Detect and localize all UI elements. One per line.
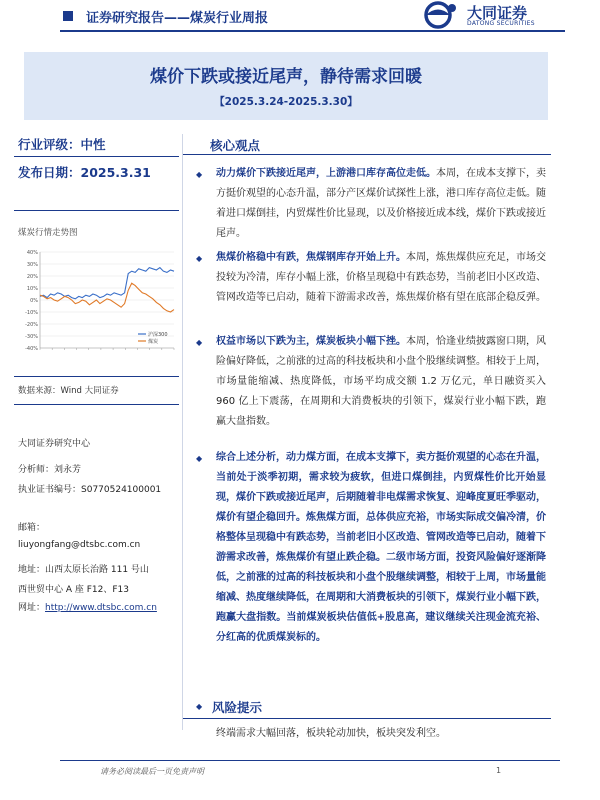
column-divider <box>182 134 183 730</box>
legend-label: 沪深300 <box>148 332 168 338</box>
risk-title: 风险提示 <box>212 700 263 715</box>
y-tick-label: -10% <box>25 310 38 316</box>
y-tick-label: -40% <box>25 346 38 352</box>
title-band <box>24 52 548 120</box>
website-link[interactable]: http://www.dtsbc.com.cn <box>45 603 157 613</box>
analyst-cert: 执业证书编号：S0770524100001 <box>18 485 162 495</box>
email-label: 邮箱： <box>18 523 46 533</box>
page-number: 1 <box>496 766 502 775</box>
report-category: 证券研究报告——煤炭行业周报 <box>86 11 269 26</box>
chart-bottom-divider <box>14 376 179 377</box>
core-point-3 <box>216 332 546 432</box>
source-divider <box>14 404 179 405</box>
risk-divider <box>183 718 551 719</box>
header-divider <box>60 30 565 32</box>
bullet-diamond-icon: ◆ <box>196 338 203 347</box>
research-center: 大同证券研究中心 <box>18 439 91 449</box>
core-point-3-heading: 权益市场以下跌为主，煤炭板块小幅下挫。 <box>216 336 406 347</box>
y-tick-label: 10% <box>26 286 38 292</box>
publish-date: 发布日期：2025.3.31 <box>18 165 151 180</box>
chart-top-divider <box>14 210 179 211</box>
series-line-1 <box>40 268 174 299</box>
website-label: 网址： <box>18 603 46 613</box>
y-tick-label: -20% <box>25 322 38 328</box>
legend-label: 煤炭 <box>148 339 159 345</box>
company-logo <box>422 0 552 30</box>
risk-text: 终端需求大幅回落，板块轮动加快，板块突发利空。 <box>216 728 446 739</box>
core-point-1 <box>216 164 546 244</box>
footer-divider <box>60 760 560 761</box>
y-tick-label: 40% <box>26 250 38 256</box>
bullet-diamond-icon: ◆ <box>196 702 203 711</box>
core-point-1-heading: 动力煤价下跌接近尾声，上游港口库存高位走低。 <box>216 168 436 179</box>
logo-mark-icon <box>422 0 462 30</box>
core-point-1-body: 本周，在成本支撑下，卖方挺价观望的心态升温，部分产区煤价试探性上涨，港口库存高位走低。随着进口煤倒挂，内贸煤性价比显现，以及价格接近成本线，煤价下跌或接近尾声。 <box>216 168 546 239</box>
website-row <box>18 600 157 613</box>
core-point-2-body: 本周，炼焦煤供应充足，市场交投较为冷清，库存小幅上涨，价格呈现稳中有跌态势，当前老旧小区改造、管网改造等已启动，随着下游需求改善，炼焦煤价格有望在底部企稳反弹。 <box>216 252 546 303</box>
core-point-3-body: 本周，恰逢业绩披露窗口期，风险偏好降低，之前涨的过高的科技板块和小盘个股继续调整。相较于上周，市场量能缩减、热度降低，市场平均成交额 1.2 万亿元，单日融资买入 960 亿上下震荡，在周期和大消费板块的引领下，煤炭行业小幅下跌，跑赢大盘指数。 <box>216 336 546 427</box>
rating-divider <box>14 156 179 157</box>
core-views-title: 核心观点 <box>210 138 261 153</box>
analyst-email[interactable]: liuyongfang@dtsbc.com.cn <box>18 540 141 550</box>
bullet-diamond-icon: ◆ <box>196 454 203 463</box>
logo-name: 大同证券 <box>467 4 528 22</box>
core-point-2 <box>216 248 546 308</box>
chart-source: 数据来源：Wind 大同证券 <box>18 386 119 396</box>
y-tick-label: 0% <box>30 298 38 304</box>
y-tick-label: -30% <box>25 334 38 340</box>
industry-rating: 行业评级：中性 <box>18 137 106 152</box>
y-tick-label: 30% <box>26 262 38 268</box>
core-summary: 综合上述分析，动力煤方面，在成本支撑下，卖方挺价观望的心态在升温，当前处于淡季初期，需求较为疲软，但进口煤倒挂，内贸煤性价比开始显现，煤价下跌或接近尾声，后期随着非电煤需求恢复、迎峰度夏旺季驱动，煤价有望企稳回升。炼焦煤方面，总体供应充裕，市场实际成交偏冷清，价格整体呈现稳中有跌态势，当前老旧小区改造、管网改造等已启动，随着下游需求改善，炼焦煤价有望止跌企稳。二级市场方面，投资风险偏好逐渐降低，之前涨的过高的科技板块和小盘个股继续调整，相较于上周，市场量能缩减、热度继续降低，在周期和大消费板块的引领下，煤炭行业小幅下跌，跑赢大盘指数。当前煤炭板块估值低+股息高，建议继续关注现金流充裕、分红高的优质煤炭标的。 <box>216 452 546 643</box>
chart-title: 煤炭行情走势图 <box>18 228 78 238</box>
address-line-2: 西世贸中心 A 座 F12、F13 <box>18 585 129 595</box>
page-header <box>0 0 600 40</box>
analyst-name: 分析师：刘永芳 <box>18 465 82 475</box>
coal-trend-chart <box>14 246 180 368</box>
report-title: 煤价下跌或接近尾声，静待需求回暖 <box>150 67 422 87</box>
logo-english: DATONG SECURITIES <box>467 20 535 27</box>
footer-disclaimer[interactable]: 请务必阅读最后一页免责声明 <box>100 767 204 776</box>
core-point-2-heading: 焦煤价格稳中有跌，焦煤钢库存开始上升。 <box>216 252 406 263</box>
core-views-divider <box>183 154 551 155</box>
report-date-range: 【2025.3.24-2025.3.30】 <box>214 96 358 108</box>
y-tick-label: 20% <box>26 274 38 280</box>
bullet-diamond-icon: ◆ <box>196 170 203 179</box>
series-line-2 <box>40 283 174 312</box>
header-square-icon <box>63 11 73 21</box>
bullet-diamond-icon: ◆ <box>196 254 203 263</box>
address-line-1: 地址：山西太原长治路 111 号山 <box>18 565 149 575</box>
